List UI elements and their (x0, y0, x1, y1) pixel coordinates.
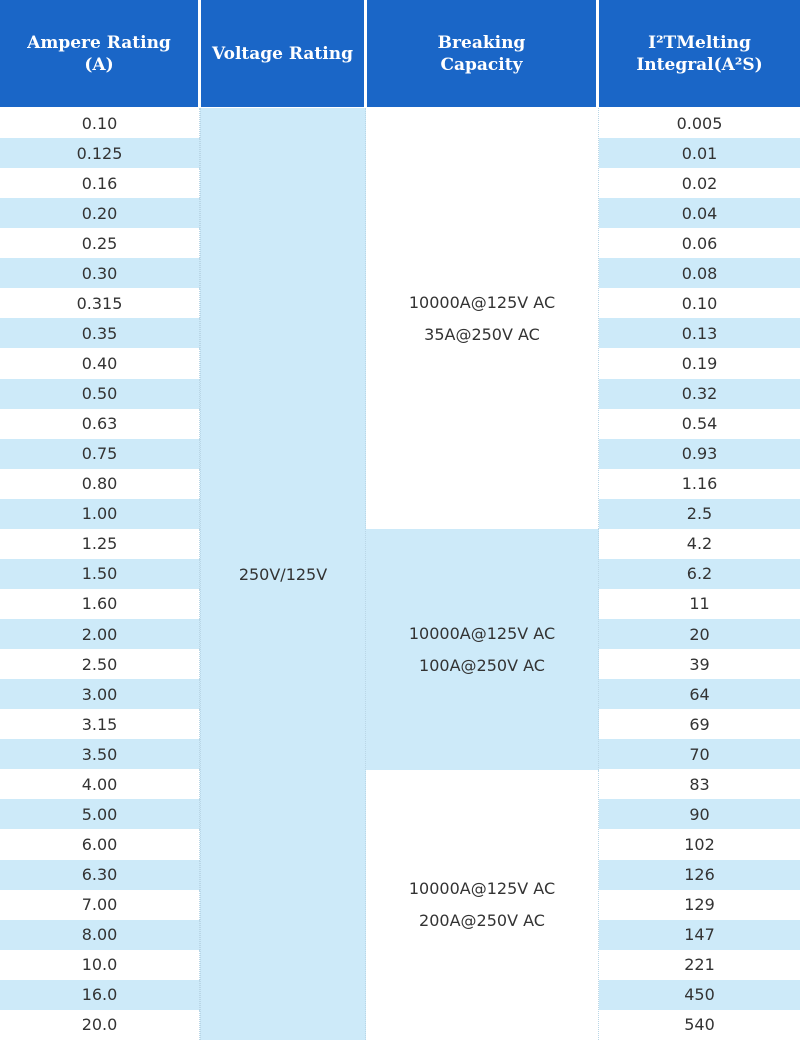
ampere-cell: 2.00 (0, 619, 200, 649)
header-breaking-line2: Capacity (440, 54, 523, 75)
breaking-capacity-cell-2 (366, 529, 599, 770)
ampere-cell: 1.25 (0, 529, 200, 559)
ampere-cell: 3.00 (0, 679, 200, 709)
header-voltage-rating (201, 0, 364, 107)
i2t-cell: 0.005 (676, 113, 723, 133)
ampere-cell: 20.0 (0, 1010, 200, 1040)
header-i2t-line1: I²TMelting (648, 32, 751, 53)
breaking-capacity-3-line2: 200A@250V AC (419, 911, 545, 930)
i2t-cell: 6.2 (599, 559, 800, 589)
header-voltage-line1: Voltage Rating (211, 43, 353, 64)
ampere-cell: 0.125 (0, 138, 200, 168)
ampere-cell: 0.63 (0, 409, 200, 439)
i2t-cell: 540 (684, 1015, 715, 1035)
ampere-cell: 0.16 (0, 168, 200, 198)
i2t-cell: 4.2 (686, 534, 713, 554)
breaking-capacity-1-line1: 10000A@125V AC (408, 292, 556, 312)
i2t-cell: 20 (599, 619, 800, 649)
i2t-cell: 102 (684, 834, 715, 854)
ampere-cell: 4.00 (0, 769, 200, 799)
i2t-cell: 126 (599, 860, 800, 890)
header-breaking-capacity (367, 0, 596, 107)
i2t-cell: 0.08 (599, 258, 800, 288)
i2t-cell: 0.13 (599, 318, 800, 348)
header-breaking-line1: Breaking (437, 32, 526, 53)
ampere-cell: 0.80 (0, 469, 200, 499)
ampere-cell: 1.00 (0, 499, 200, 529)
i2t-cell: 64 (599, 679, 800, 709)
ampere-cell: 10.0 (0, 950, 200, 980)
ampere-cell: 0.10 (0, 108, 200, 138)
i2t-cell: 0.54 (681, 414, 718, 434)
breaking-capacity-cell-1 (366, 108, 599, 529)
ampere-cell: 3.15 (0, 709, 200, 739)
i2t-cell: 0.04 (599, 198, 800, 228)
ampere-cell: 0.20 (0, 198, 200, 228)
ampere-cell: 16.0 (0, 980, 200, 1010)
i2t-cell: 90 (599, 799, 800, 829)
i2t-cell: 0.10 (681, 293, 718, 313)
i2t-cell: 70 (599, 739, 800, 769)
ampere-cell: 3.50 (0, 739, 200, 769)
i2t-cell: 11 (689, 594, 710, 614)
i2t-cell: 0.01 (599, 138, 800, 168)
header-ampere-rating (0, 0, 198, 107)
ampere-cell: 1.50 (0, 559, 200, 589)
i2t-cell: 221 (684, 955, 715, 975)
i2t-cell: 129 (684, 895, 715, 915)
voltage-rating-value: 250V/125V (238, 564, 328, 584)
i2t-cell: 83 (689, 774, 710, 794)
header-ampere-line1: Ampere Rating (27, 32, 171, 53)
breaking-capacity-2-line1: 10000A@125V AC (408, 623, 556, 643)
breaking-capacity-cell-3 (366, 770, 599, 1040)
ampere-cell: 0.30 (0, 258, 200, 288)
table-bottom-margin (0, 1040, 800, 1047)
i2t-cell: 1.16 (681, 474, 718, 494)
ampere-cell: 0.40 (0, 348, 200, 378)
ampere-cell: 6.00 (0, 829, 200, 859)
ampere-cell: 0.35 (0, 318, 200, 348)
i2t-cell: 0.02 (681, 173, 718, 193)
ampere-cell: 0.315 (0, 288, 200, 318)
breaking-capacity-1-line2: 35A@250V AC (424, 324, 540, 344)
i2t-cell: 39 (689, 654, 710, 674)
voltage-rating-cell (200, 108, 366, 1040)
i2t-cell: 450 (599, 980, 800, 1010)
breaking-capacity-2-line2: 100A@250V AC (419, 655, 545, 675)
ampere-cell: 0.50 (0, 379, 200, 409)
ampere-cell: 5.00 (0, 799, 200, 829)
breaking-capacity-3-line1: 10000A@125V AC (408, 879, 556, 898)
ampere-cell: 0.25 (0, 228, 200, 258)
i2t-cell: 2.5 (599, 499, 800, 529)
ampere-cell: 8.00 (0, 920, 200, 950)
i2t-cell: 0.32 (599, 379, 800, 409)
i2t-cell: 69 (689, 714, 710, 734)
i2t-cell: 0.19 (681, 353, 718, 373)
ampere-cell: 2.50 (0, 649, 200, 679)
ampere-cell: 7.00 (0, 890, 200, 920)
ampere-cell: 1.60 (0, 589, 200, 619)
i2t-cell: 0.06 (681, 233, 718, 253)
header-i2t-line2: Integral(A²S) (636, 54, 763, 75)
i2t-cell: 0.93 (599, 439, 800, 469)
ampere-cell: 0.75 (0, 439, 200, 469)
i2t-cell: 147 (599, 920, 800, 950)
ampere-cell: 6.30 (0, 860, 200, 890)
header-ampere-line2: (A) (84, 54, 114, 75)
header-i2t-melting (599, 0, 800, 107)
